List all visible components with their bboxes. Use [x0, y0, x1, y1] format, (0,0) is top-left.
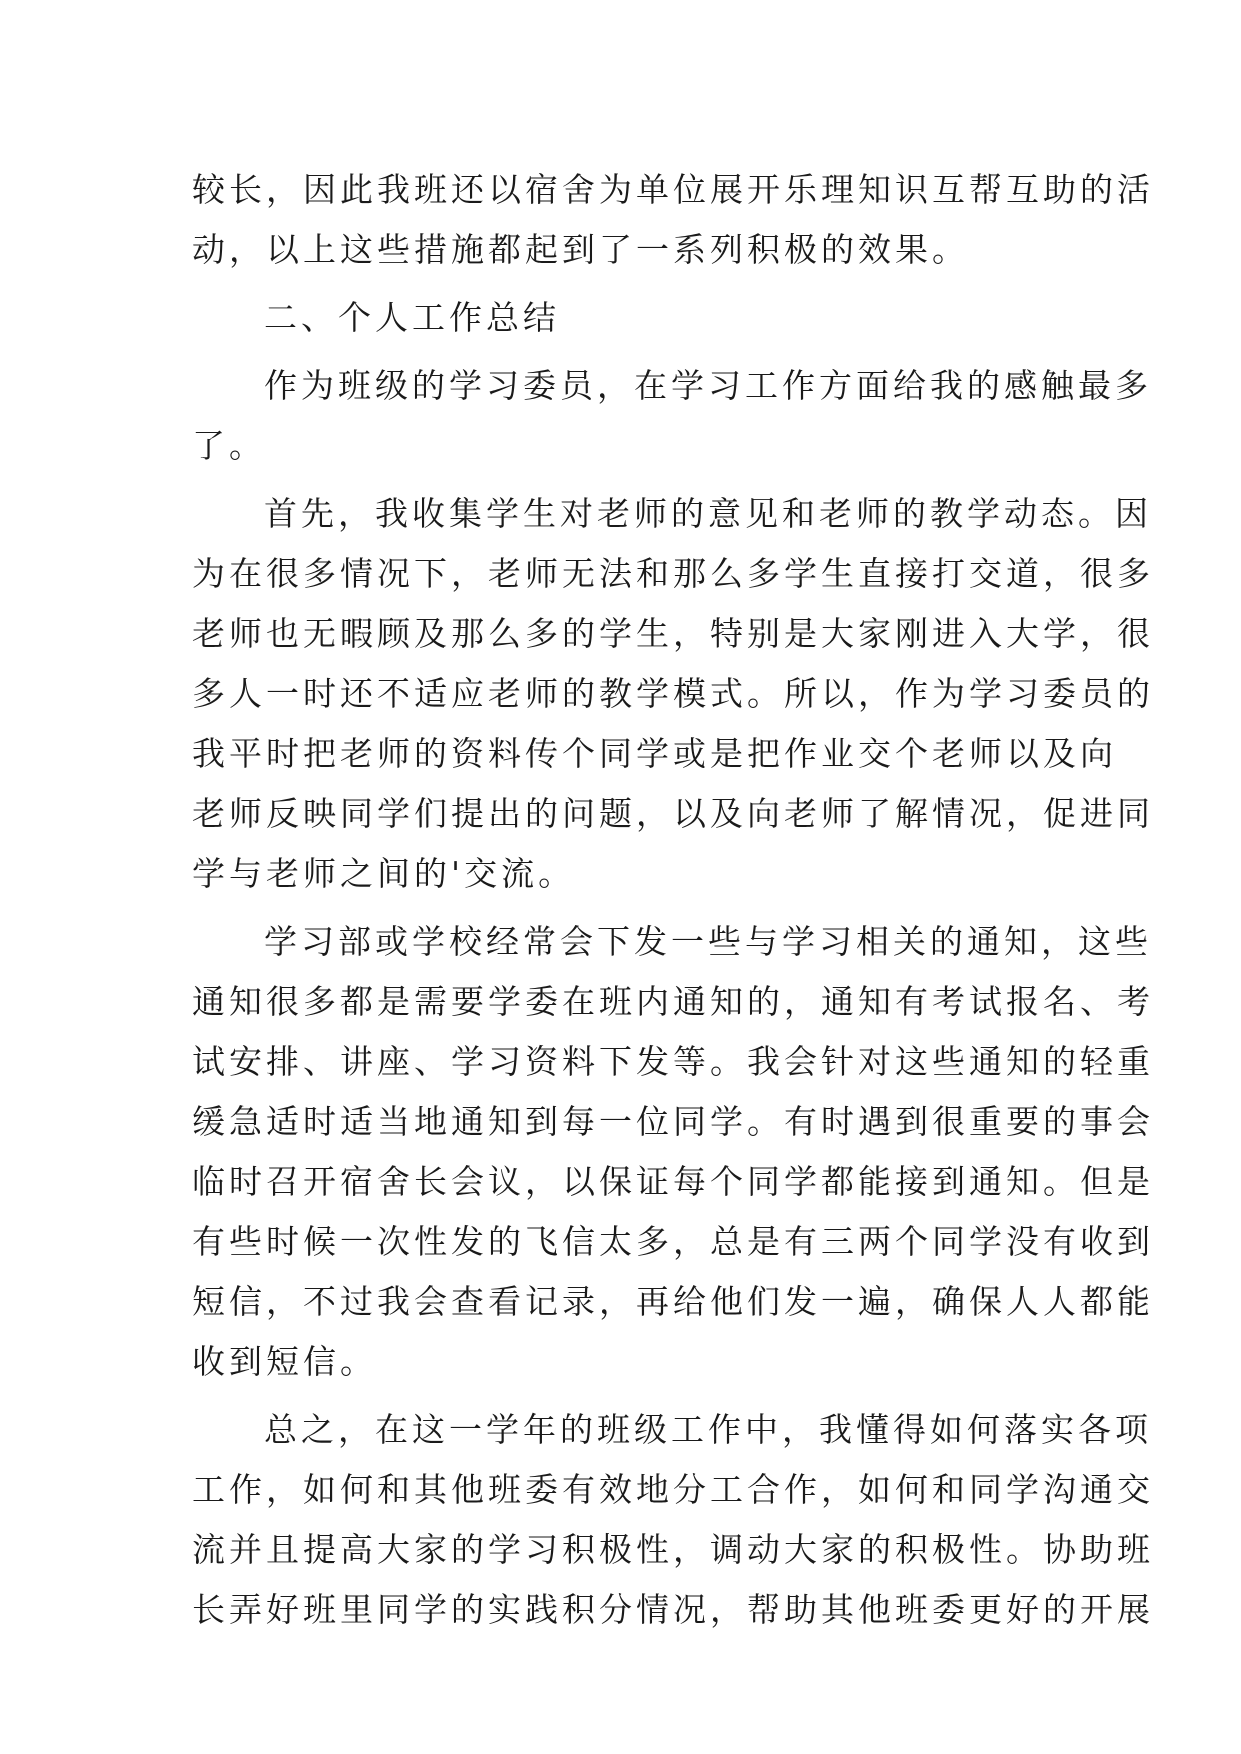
text-line: 为在很多情况下，老师无法和那么多学生直接打交道，很多 [192, 554, 1154, 593]
text-line: 较长，因此我班还以宿舍为单位展开乐理知识互帮互助的活 [192, 170, 1154, 209]
text-line: 多人一时还不适应老师的教学模式。所以，作为学习委员的 [192, 674, 1154, 713]
text-line: 流并且提高大家的学习积极性，调动大家的积极性。协助班 [192, 1530, 1154, 1569]
text-line: 老师也无暇顾及那么多的学生，特别是大家刚进入大学，很 [192, 614, 1154, 653]
text-line: 收到短信。 [192, 1342, 377, 1381]
text-line: 总之，在这一学年的班级工作中，我懂得如何落实各项 [264, 1410, 1152, 1449]
text-line: 短信，不过我会查看记录，再给他们发一遍，确保人人都能 [192, 1282, 1154, 1321]
paragraph-gap [192, 904, 1072, 912]
text-line: 我平时把老师的资料传个同学或是把作业交个老师以及向 [192, 734, 1117, 773]
text-line: 临时召开宿舍长会议，以保证每个同学都能接到通知。但是 [192, 1162, 1154, 1201]
paragraph-gap [192, 280, 1072, 288]
text-line: 有些时候一次性发的飞信太多，总是有三两个同学没有收到 [192, 1222, 1154, 1261]
text-line: 老师反映同学们提出的问题，以及向老师了解情况，促进同 [192, 794, 1154, 833]
text-line: 首先，我收集学生对老师的意见和老师的教学动态。因 [264, 494, 1152, 533]
text-line: 缓急适时适当地通知到每一位同学。有时遇到很重要的事会 [192, 1102, 1154, 1141]
paragraph-gap [192, 476, 1072, 484]
text-line: 学习部或学校经常会下发一些与学习相关的通知，这些 [264, 922, 1152, 961]
paragraph-gap [192, 1392, 1072, 1400]
text-line: 工作，如何和其他班委有效地分工合作，如何和同学沟通交 [192, 1470, 1154, 1509]
text-line: 动，以上这些措施都起到了一系列积极的效果。 [192, 230, 969, 269]
text-line: 学与老师之间的'交流。 [192, 854, 576, 893]
text-line: 长弄好班里同学的实践积分情况，帮助其他班委更好的开展 [192, 1590, 1154, 1629]
text-line: 作为班级的学习委员，在学习工作方面给我的感触最多 [264, 366, 1152, 405]
text-line: 通知很多都是需要学委在班内通知的，通知有考试报名、考 [192, 982, 1154, 1021]
text-line: 了。 [192, 426, 266, 465]
document-body [192, 160, 1154, 1640]
paragraph-gap [192, 348, 1072, 356]
text-line: 二、个人工作总结 [264, 298, 560, 337]
text-line: 试安排、讲座、学习资料下发等。我会针对这些通知的轻重 [192, 1042, 1154, 1081]
